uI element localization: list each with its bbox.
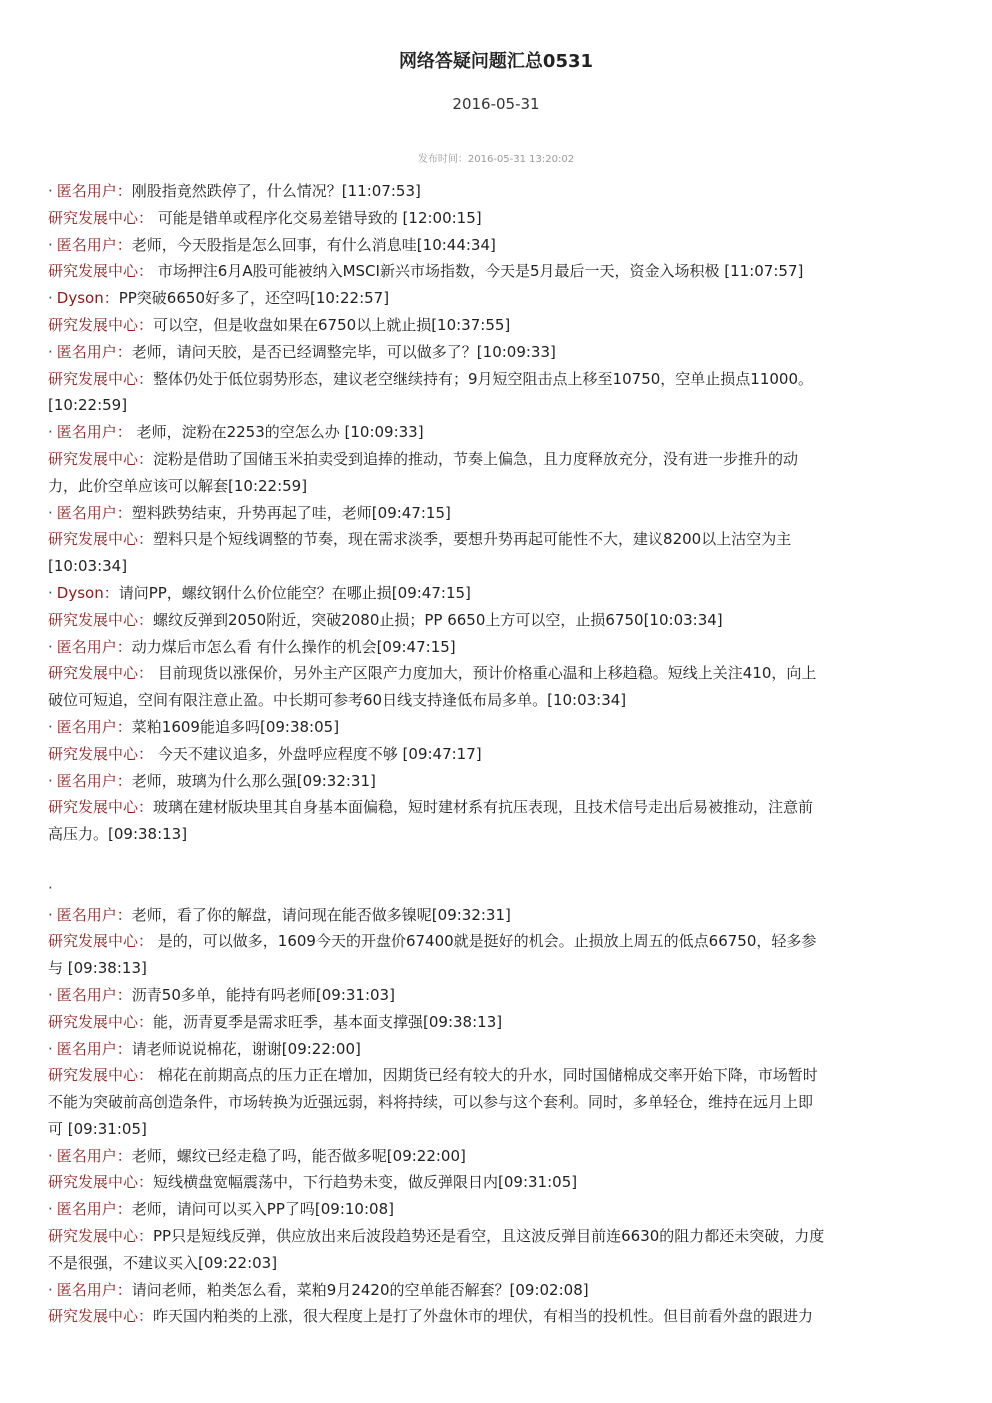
answer-line [48,366,942,393]
speaker-label: 研究发展中心： [48,1012,154,1031]
speaker-label: 匿名用户： [56,905,132,924]
bullet-marker: · [48,182,53,200]
speaker-label: 研究发展中心： [48,1173,154,1192]
message-text: 昨天国内粕类的上涨，很大程度上是打了外盘休市的埋伏，有相当的投机性。但目前看外盘的跟进力 [153,1307,814,1326]
bullet-marker: · [48,1146,53,1165]
question-line [48,714,942,741]
speaker-label: 研究发展中心： [48,610,154,629]
answer-line [48,258,942,285]
publish-time: 发布时间：2016-05-31 13:20:02 [417,154,575,165]
message-text: 老师，螺纹已经走稳了吗，能否做多呢[09:22:00] [131,1146,466,1165]
speaker-label: 匿名用户： [56,182,132,200]
message-text: 目前现货以涨保价，另外主产区限产力度加大，预计价格重心温和上移趋稳。短线上关注410，向上 [153,664,817,683]
speaker-label: 研究发展中心： [48,262,154,281]
speaker-label: 研究发展中心： [48,664,154,683]
message-text: 螺纹反弹到2050附近，突破2080止损；PP 6650上方可以空，止损6750[10:03:34] [153,610,723,629]
message-text: 塑料只是个短线调整的节奏，现在需求淡季，要想升势再起可能性不大，建议8200以上沽空为主 [153,530,792,549]
message-text: 老师，看了你的解盘，请问现在能否做多镍呢[09:32:31] [131,905,511,924]
question-line [48,232,942,259]
question-line [48,285,942,312]
message-text: 请问老师，粕类怎么看，菜粕9月2420的空单能否解套？[09:02:08] [131,1280,589,1299]
message-text: 老师，今天股指是怎么回事，有什么消息哇[10:44:34] [131,235,496,254]
speaker-label: 研究发展中心： [48,315,154,334]
answer-line [48,312,942,339]
question-line [48,1277,942,1304]
message-text: 可能是错单或程序化交易差错导致的 [12:00:15] [153,208,482,227]
speaker-label: 匿名用户： [56,1200,132,1219]
speaker-label: 匿名用户： [56,771,132,790]
question-line [48,1036,942,1063]
blank-gap [48,848,942,875]
speaker-label: 匿名用户： [56,503,132,522]
message-text: 短线横盘宽幅震荡中，下行趋势未变，做反弹限日内[09:31:05] [153,1173,578,1192]
message-text: 能，沥青夏季是需求旺季，基本面支撑强[09:38:13] [153,1012,503,1031]
page-date: 2016-05-31 [452,95,540,113]
qa-list [48,178,942,1330]
bullet-marker: · [48,717,53,736]
bullet-marker: · [48,503,53,522]
message-text: 动力煤后市怎么看 有什么操作的机会[09:47:15] [131,637,456,656]
speaker-label: 研究发展中心： [48,1066,154,1085]
question-line [48,634,942,661]
speaker-label: Dyson： [56,289,119,308]
message-text: 可以空，但是收盘如果在6750以上就止损[10:37:55] [153,315,511,334]
message-text: 是的，可以做多，1609今天的开盘价67400就是挺好的机会。止损放上周五的低点66750，轻多参 [153,932,817,951]
speaker-label: 匿名用户： [56,717,132,736]
question-line [48,500,942,527]
speaker-label: Dyson： [56,583,119,602]
speaker-label: 研究发展中心： [48,530,154,549]
speaker-label: 研究发展中心： [48,369,154,388]
answer-line [48,526,942,553]
bullet-marker: · [48,1280,53,1299]
answer-line [48,446,942,473]
separator-dot: · [48,878,53,897]
message-text: 老师，请问天胶，是否已经调整完毕，可以做多了？[10:09:33] [131,342,556,361]
answer-line [48,1303,942,1330]
answer-line [48,607,942,634]
speaker-label: 研究发展中心： [48,932,154,951]
message-continuation: 与 [09:38:13] [48,959,147,978]
answer-line [48,205,942,232]
message-text: 今天不建议追多，外盘呼应程度不够 [09:47:17] [153,744,482,763]
bullet-marker: · [48,637,53,656]
bullet-marker: · [48,905,53,924]
bullet-marker: · [48,423,53,442]
message-text: 老师，淀粉在2253的空怎么办 [10:09:33] [131,423,424,442]
question-line [48,1196,942,1223]
answer-line [48,1223,942,1250]
answer-line [48,660,942,687]
question-line [48,1143,942,1170]
speaker-label: 研究发展中心： [48,449,154,468]
question-line [48,902,942,929]
message-continuation: [10:03:34] [48,557,128,576]
message-text: 请老师说说棉花，谢谢[09:22:00] [131,1039,361,1058]
answer-line [48,1169,942,1196]
message-text: 棉花在前期高点的压力正在增加，因期货已经有较大的升水，同时国储棉成交率开始下降，市场暂时 [153,1066,818,1085]
message-text: 沥青50多单，能持有吗老师[09:31:03] [131,985,395,1004]
speaker-label: 匿名用户： [56,637,132,656]
speaker-label: 研究发展中心： [48,1307,154,1326]
speaker-label: 匿名用户： [56,1039,132,1058]
speaker-label: 匿名用户： [56,1146,132,1165]
bullet-marker: · [48,235,53,254]
message-text: 塑料跌势结束，升势再起了哇，老师[09:47:15] [131,503,451,522]
bullet-marker: · [48,985,53,1004]
answer-line [48,1062,942,1089]
message-continuation: 力，此价空单应该可以解套[10:22:59] [48,476,308,495]
question-line [48,339,942,366]
answer-line [48,741,942,768]
question-line [48,768,942,795]
bullet-marker: · [48,1039,53,1058]
speaker-label: 匿名用户： [56,985,132,1004]
message-text: 玻璃在建材版块里其自身基本面偏稳，短时建材系有抗压表现，且技术信号走出后易被推动，注意前 [153,798,814,817]
message-text: 市场押注6月A股可能被纳入MSCI新兴市场指数，今天是5月最后一天，资金入场积极 [11:07:57] [153,262,804,281]
message-text: PP突破6650好多了，还空吗[10:22:57] [118,289,390,308]
message-continuation: 破位可短追，空间有限注意止盈。中长期可参考60日线支持逢低布局多单。[10:03:34] [48,691,627,710]
bullet-marker: · [48,342,53,361]
answer-line [48,928,942,955]
question-line [48,419,942,446]
message-text: 菜粕1609能追多吗[09:38:05] [131,717,340,736]
speaker-label: 研究发展中心： [48,798,154,817]
question-line [48,982,942,1009]
message-continuation: 高压力。[09:38:13] [48,825,188,844]
answer-line [48,794,942,821]
speaker-label: 匿名用户： [56,423,132,442]
message-continuation: 不能为突破前高创造条件，市场转换为近强远弱，料将持续，可以参与这个套利。同时，多单轻仓，维持在远月上即 [48,1093,814,1112]
speaker-label: 匿名用户： [56,342,132,361]
message-text: 老师，请问可以买入PP了吗[09:10:08] [131,1200,394,1219]
bullet-marker: · [48,771,53,790]
speaker-label: 研究发展中心： [48,1227,154,1246]
message-text: 整体仍处于低位弱势形态，建议老空继续持有；9月短空阻击点上移至10750，空单止损点11000。 [153,369,813,388]
question-line [48,580,942,607]
speaker-label: 研究发展中心： [48,208,154,227]
message-text: PP只是短线反弹，供应放出来后波段趋势还是看空，且这波反弹目前连6630的阻力都还未突破，力度 [153,1227,825,1246]
message-text: 老师，玻璃为什么那么强[09:32:31] [131,771,376,790]
bullet-marker: · [48,1200,53,1219]
bullet-marker: · [48,289,53,308]
speaker-label: 匿名用户： [56,1280,132,1299]
message-continuation: 不是很强，不建议买入[09:22:03] [48,1253,278,1272]
message-continuation: 可 [09:31:05] [48,1119,147,1138]
bullet-marker: · [48,583,53,602]
message-continuation: [10:22:59] [48,396,128,415]
message-text: 请问PP，螺纹钢什么价位能空？在哪止损[09:47:15] [118,583,471,602]
answer-line [48,1009,942,1036]
question-line [48,178,942,205]
page-title: 网络答疑问题汇总0531 [398,51,594,72]
message-text: 淀粉是借助了国储玉米拍卖受到追捧的推动，节奏上偏急，且力度释放充分，没有进一步推升的动 [153,449,799,468]
speaker-label: 匿名用户： [56,235,132,254]
message-text: 刚股指竟然跌停了，什么情况？[11:07:53] [131,182,421,200]
speaker-label: 研究发展中心： [48,744,154,763]
